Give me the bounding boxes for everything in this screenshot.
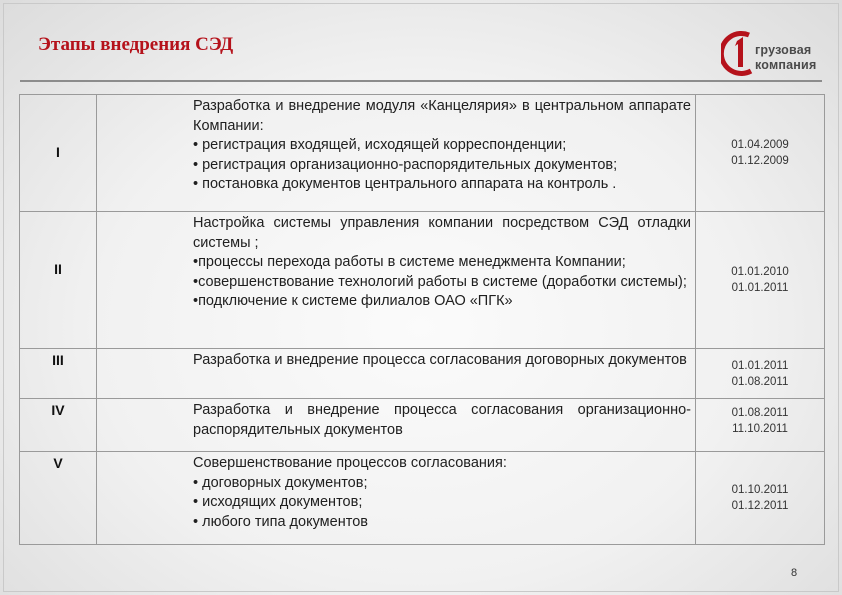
- company-logo: [721, 27, 831, 79]
- stage-dates: [696, 399, 825, 452]
- stage-description: [97, 95, 696, 212]
- stage-description: [97, 349, 696, 399]
- stage-number: [20, 349, 97, 399]
- stage-dates: [696, 95, 825, 212]
- logo-text-line2: компания: [755, 58, 817, 72]
- stage-number: [20, 212, 97, 349]
- stage-bullet: • постановка документов центрального аппарата на контроль .: [193, 176, 617, 193]
- stage-heading: Настройка системы управления компании посредством СЭД отладки системы ;: [193, 215, 691, 251]
- date-end: 01.01.2011: [731, 282, 789, 294]
- stage-number-text: I: [56, 144, 60, 160]
- stage-heading: Совершенствование процессов согласования:: [193, 455, 507, 471]
- stage-description: [97, 452, 696, 545]
- stage-bullet: • регистрация организационно-распорядительных документов;: [193, 156, 618, 173]
- table-row: [20, 212, 825, 349]
- date-start: 01.04.2009: [731, 139, 789, 151]
- page-number: 8: [791, 567, 798, 579]
- stage-number: [20, 399, 97, 452]
- date-start: 01.08.2011: [731, 407, 789, 419]
- date-end: 01.12.2011: [731, 500, 789, 512]
- stage-description: [97, 399, 696, 452]
- table-row: [20, 399, 825, 452]
- stage-bullet: • регистрация входящей, исходящей корреспонденции;: [193, 137, 567, 154]
- stage-number-text: V: [53, 455, 63, 471]
- date-end: 01.08.2011: [731, 375, 789, 388]
- logo-emblem-icon: [721, 27, 755, 79]
- stage-number-text: III: [52, 352, 64, 368]
- stage-bullet: •подключение к системе филиалов ОАО «ПГК»: [193, 293, 513, 310]
- table-row: [20, 349, 825, 399]
- stage-number-text: IV: [51, 402, 65, 418]
- logo-text-line1: грузовая: [755, 43, 812, 57]
- stage-bullet: •процессы перехода работы в системе менеджмента Компании;: [193, 254, 626, 271]
- stage-number: [20, 95, 97, 212]
- stage-dates: [696, 452, 825, 545]
- stage-description: [97, 212, 696, 349]
- stage-dates: [696, 349, 825, 399]
- stage-number-text: II: [54, 261, 62, 277]
- date-end: 01.12.2009: [731, 155, 789, 167]
- table-row: [20, 95, 825, 212]
- table-row: [20, 452, 825, 545]
- stage-dates: [696, 212, 825, 349]
- title-divider: [20, 80, 822, 82]
- stage-heading: Разработка и внедрение процесса согласования организационно-распорядительных документов: [193, 402, 691, 438]
- date-start: 01.10.2011: [731, 484, 789, 496]
- slide-title: Этапы внедрения СЭД: [38, 34, 234, 55]
- stage-bullet: • любого типа документов: [193, 513, 368, 530]
- stages-table: [19, 94, 825, 545]
- stage-number: [20, 452, 97, 545]
- stage-heading: Разработка и внедрение модуля «Канцелярия» в центральном аппарате Компании:: [193, 98, 691, 134]
- stage-bullet: • договорных документов;: [193, 474, 368, 491]
- stage-bullet: •совершенствование технологий работы в системе (доработки системы);: [193, 273, 687, 290]
- stage-bullet: • исходящих документов;: [193, 494, 363, 511]
- stage-heading: Разработка и внедрение процесса согласования договорных документов: [193, 352, 687, 368]
- date-start: 01.01.2011: [731, 359, 789, 372]
- date-end: 11.10.2011: [732, 423, 788, 435]
- date-start: 01.01.2010: [731, 266, 789, 278]
